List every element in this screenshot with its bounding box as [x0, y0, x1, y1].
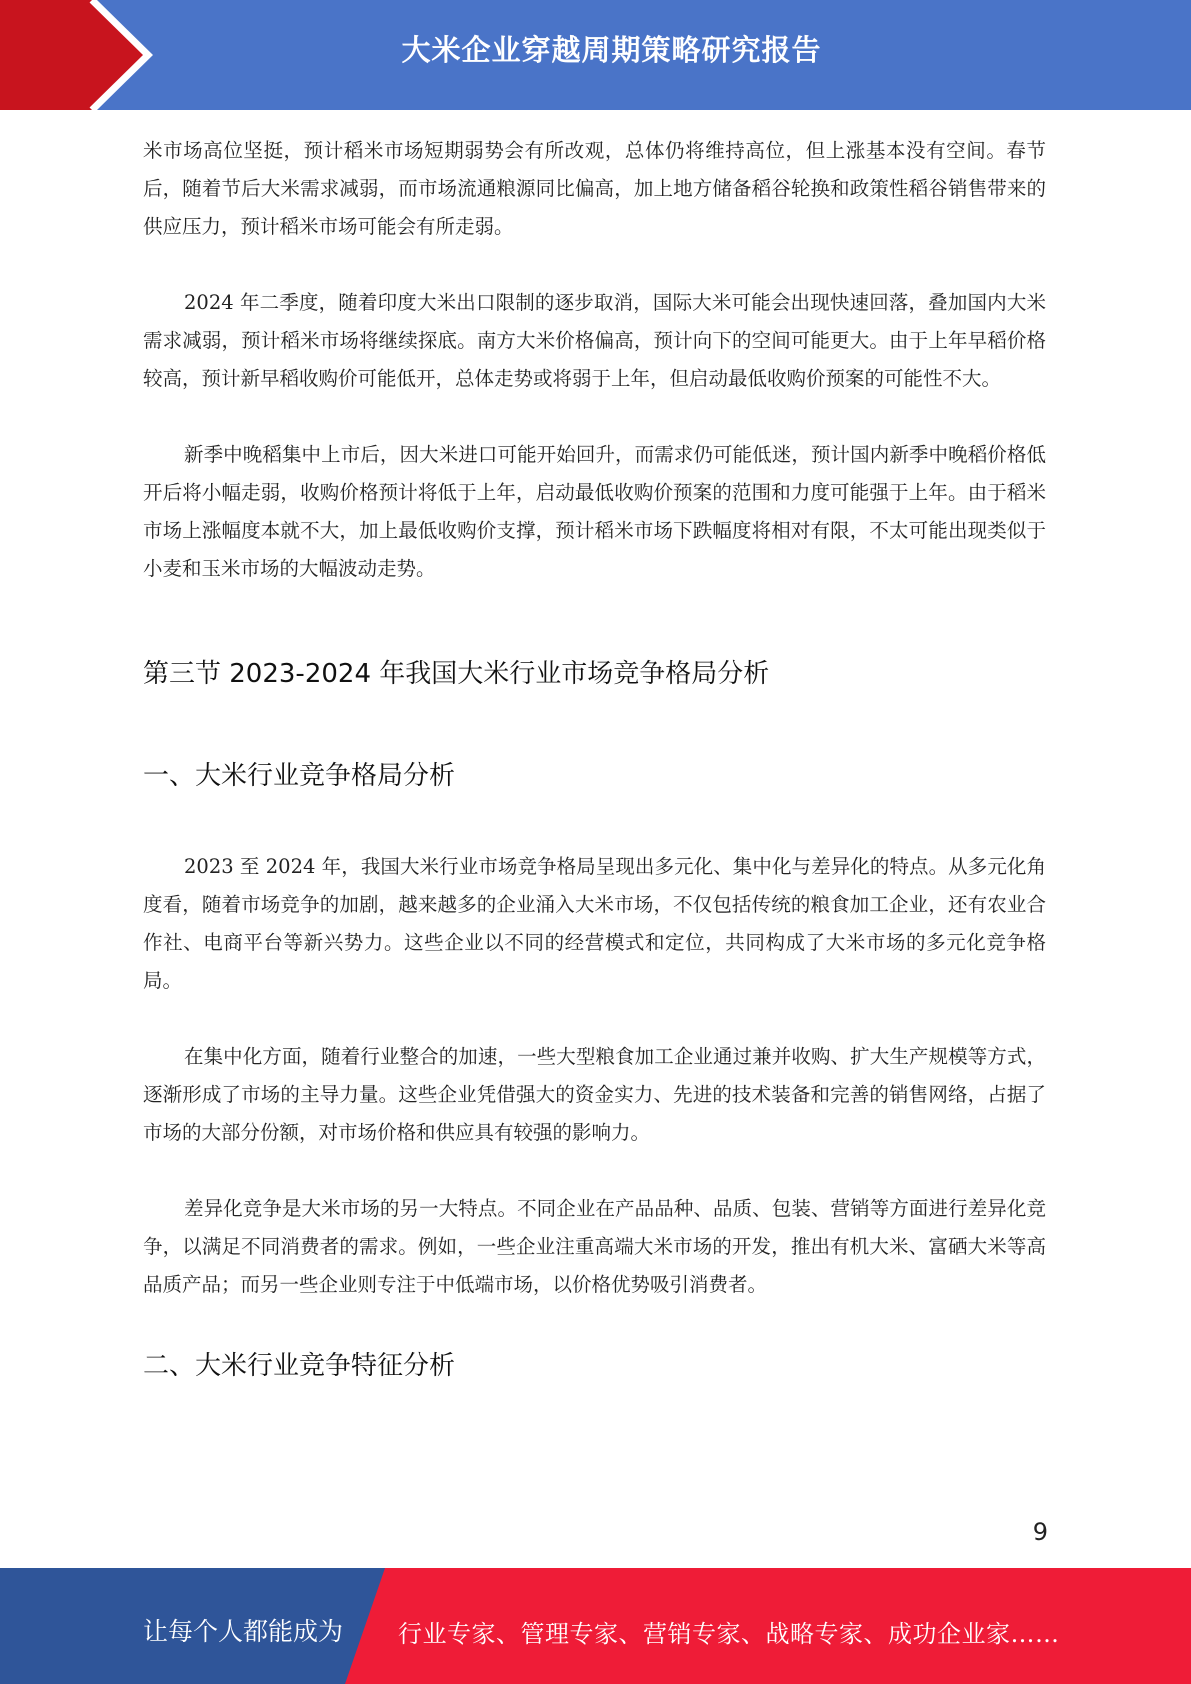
paragraph: 新季中晚稻集中上市后，因大米进口可能开始回升，而需求仍可能低迷，预计国内新季中晚稻价格低开后将小幅走弱，收购价格预计将低于上年，启动最低收购价预案的范围和力度可能强于上年。由于稻米市场上涨幅度本就不大，加上最低收购价支撑，预计稻米市场下跌幅度将相对有限，不太可能出现类似于小麦和玉米市场的大幅波动走势。 — [143, 443, 1046, 580]
subsection-heading: 一、大米行业竞争格局分析 — [143, 761, 456, 791]
paragraph: 差异化竞争是大米市场的另一大特点。不同企业在产品品种、品质、包装、营销等方面进行差异化竞争，以满足不同消费者的需求。例如，一些企业注重高端大米市场的开发，推出有机大米、富硒大米等高品质产品；而另一些企业则专注于中低端市场，以价格优势吸引消费者。 — [143, 1197, 1046, 1296]
main-content — [143, 132, 1046, 1386]
page-number: 9 — [1032, 1518, 1048, 1546]
paragraph: 米市场高位坚挺，预计稻米市场短期弱势会有所改观，总体仍将维持高位，但上涨基本没有空间。春节后，随着节后大米需求减弱，而市场流通粮源同比偏高，加上地方储备稻谷轮换和政策性稻谷销售带来的供应压力，预计稻米市场可能会有所走弱。 — [143, 139, 1046, 238]
paragraph: 2023 至 2024 年，我国大米行业市场竞争格局呈现出多元化、集中化与差异化的特点。从多元化角度看，随着市场竞争的加剧，越来越多的企业涌入大米市场，不仅包括传统的粮食加工企业，还有农业合作社、电商平台等新兴势力。这些企业以不同的经营模式和定位，共同构成了大米市场的多元化竞争格局。 — [143, 855, 1046, 992]
footer-slogan-right: 行业专家、管理专家、营销专家、战略专家、成功企业家…… — [398, 1620, 1060, 1648]
paragraph: 在集中化方面，随着行业整合的加速，一些大型粮食加工企业通过兼并收购、扩大生产规模等方式，逐渐形成了市场的主导力量。这些企业凭借强大的资金实力、先进的技术装备和完善的销售网络，占据了市场的大部分份额，对市场价格和供应具有较强的影响力。 — [143, 1045, 1046, 1144]
subsection-heading: 二、大米行业竞争特征分析 — [143, 1351, 456, 1381]
page-header — [0, 0, 1191, 110]
header-title: 大米企业穿越周期策略研究报告 — [401, 33, 822, 67]
paragraph: 2024 年二季度，随着印度大米出口限制的逐步取消，国际大米可能会出现快速回落，叠加国内大米需求减弱，预计稻米市场将继续探底。南方大米价格偏高，预计向下的空间可能更大。由于上年早稻价格较高，预计新早稻收购价可能低开，总体走势或将弱于上年，但启动最低收购价预案的可能性不大。 — [143, 291, 1046, 390]
page-footer — [0, 1568, 1191, 1684]
section-heading: 第三节 2023-2024 年我国大米行业市场竞争格局分析 — [143, 659, 770, 689]
footer-slogan-left: 让每个人都能成为 — [143, 1617, 344, 1646]
